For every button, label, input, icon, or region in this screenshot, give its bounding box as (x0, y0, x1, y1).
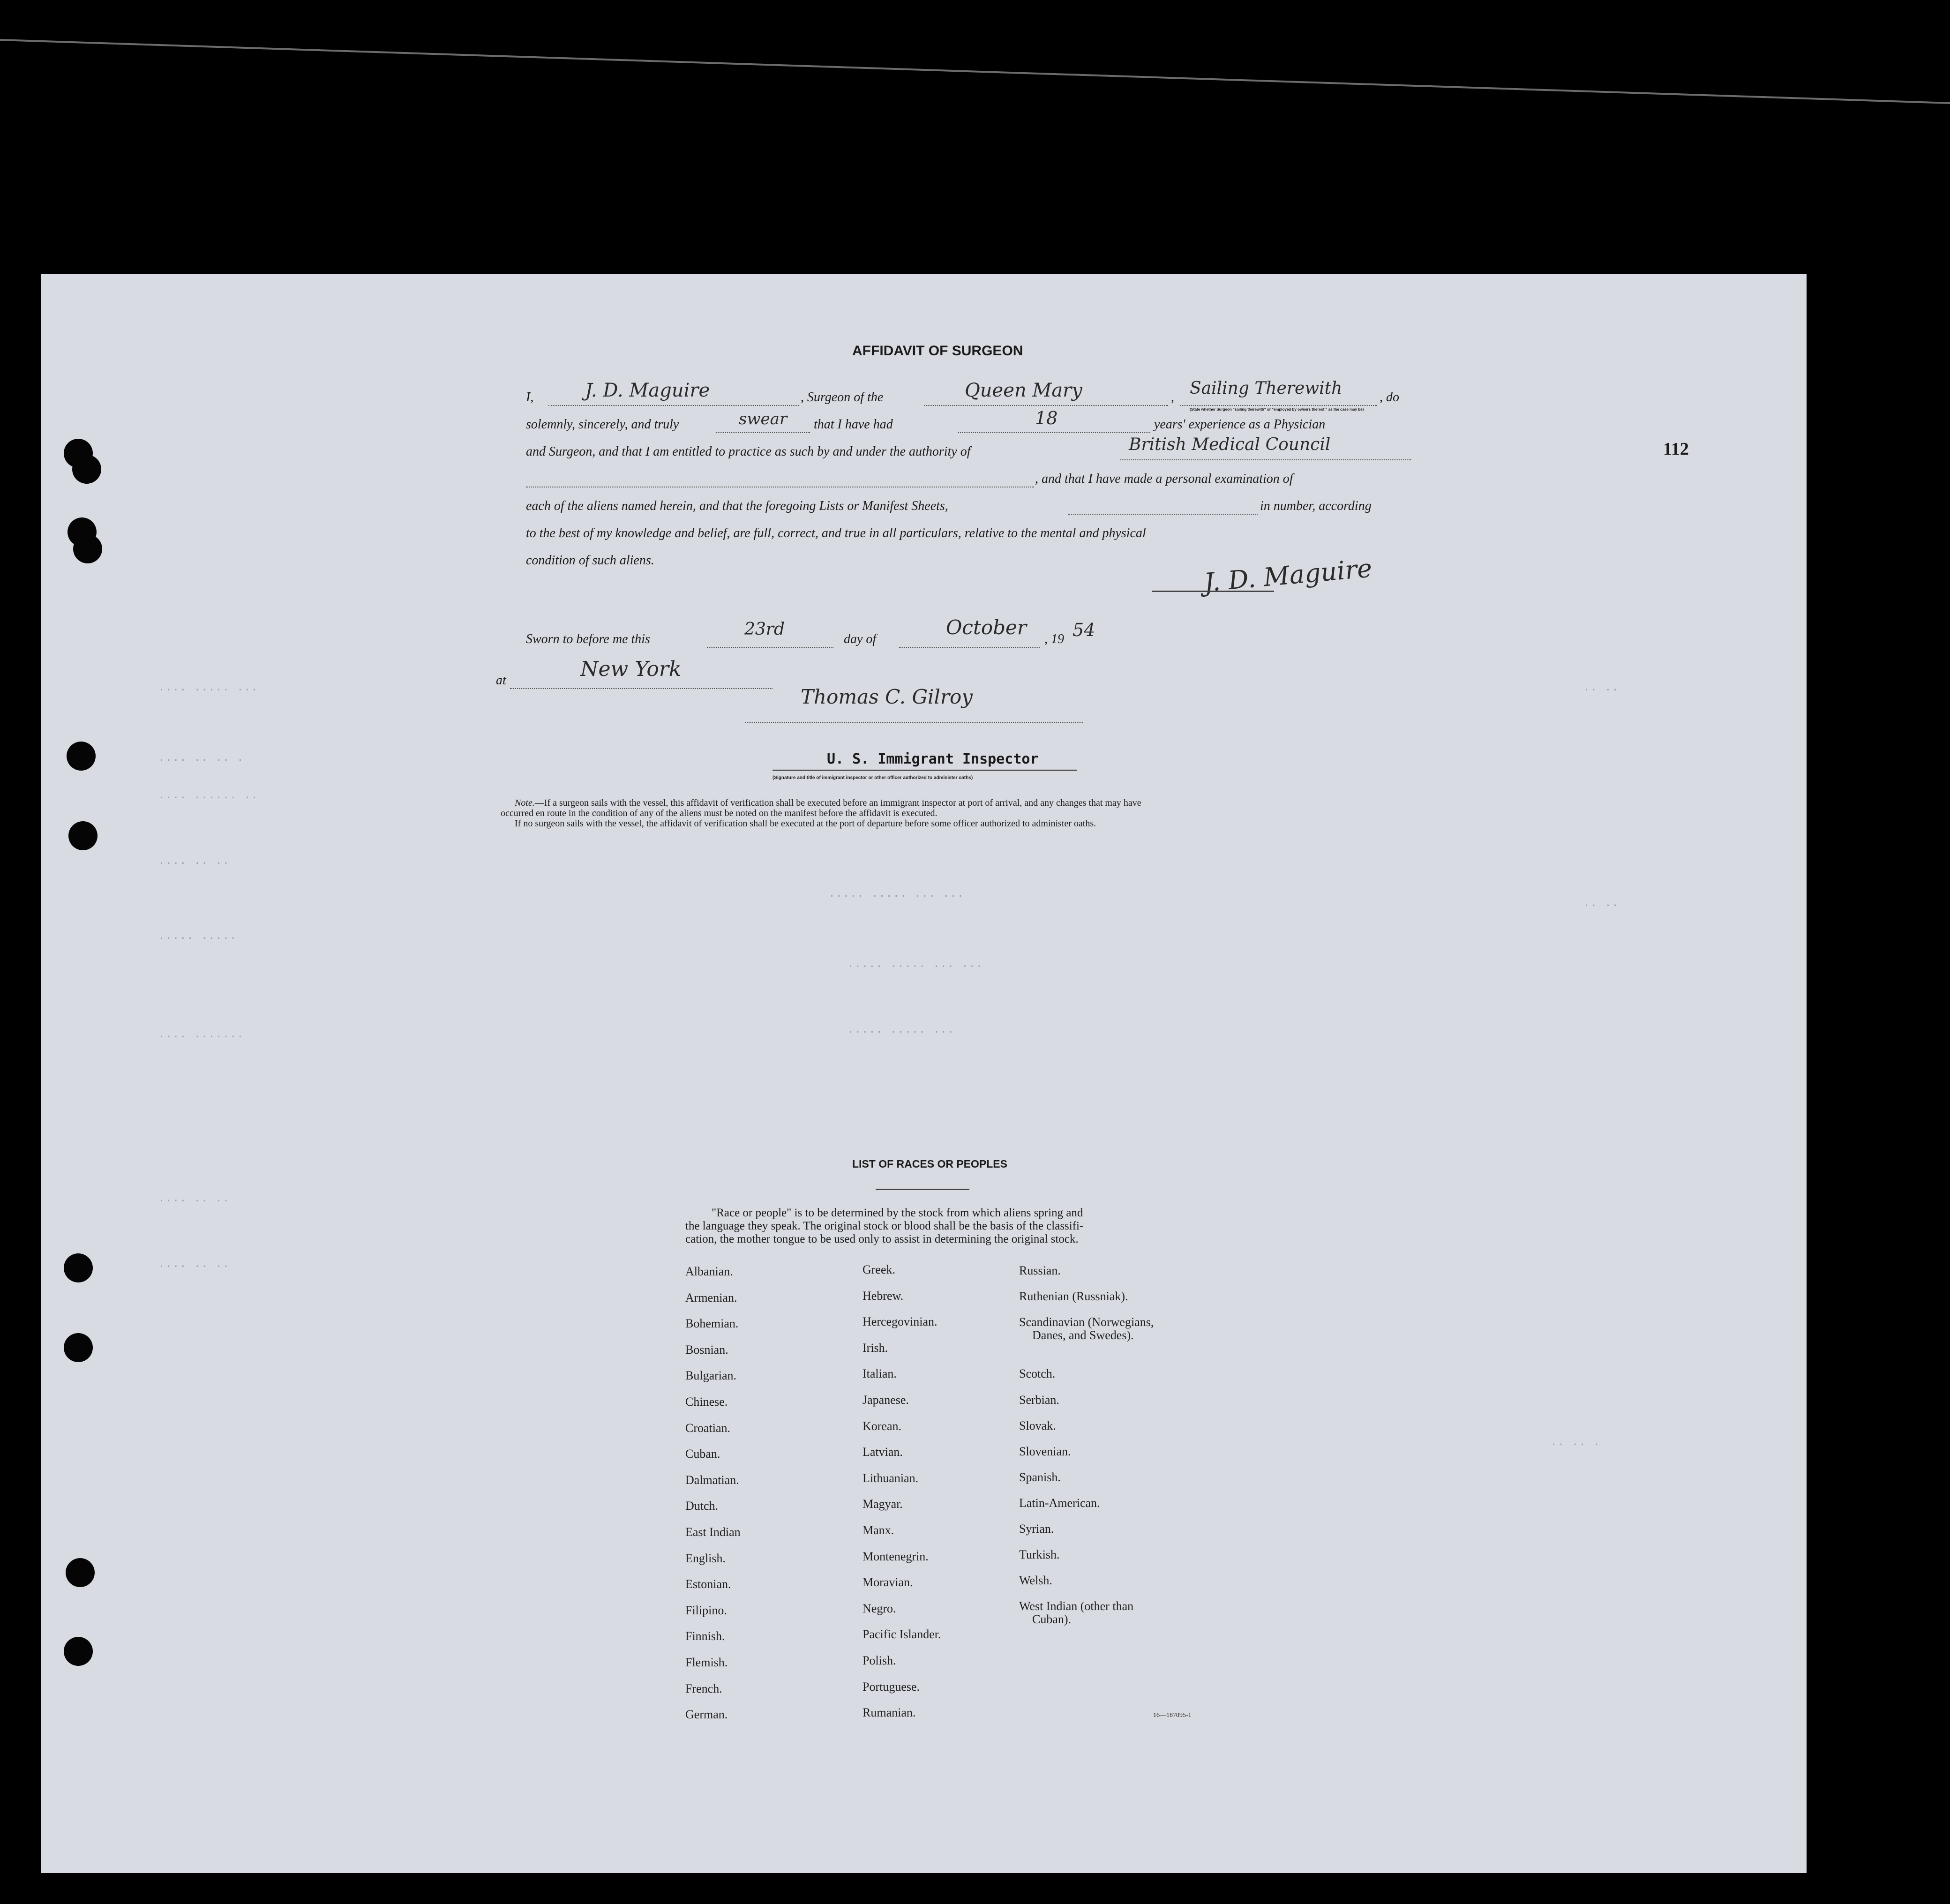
day-line (707, 647, 833, 648)
punch-hole (68, 821, 98, 850)
bleed-through-text: .... ...... .. (158, 789, 259, 801)
affidavit-text: condition of such aliens. (526, 553, 654, 568)
race-item: Greek. (862, 1263, 896, 1276)
race-item: German. (685, 1708, 728, 1722)
race-item: Scandinavian (Norwegians, (1019, 1315, 1154, 1329)
affidavit-text: Sworn to before me this (526, 632, 650, 646)
vessel-line (924, 405, 1168, 406)
races-intro-line-1: "Race or people" is to be determined by the stock from which aliens spring and (712, 1207, 1083, 1219)
race-item: Bosnian. (685, 1342, 728, 1357)
page-number: 112 (1663, 439, 1689, 459)
bleed-through-text: ..... ..... ... ... (829, 888, 965, 900)
licensing-authority: British Medical Council (1129, 435, 1331, 454)
race-item: Cuban. (685, 1447, 720, 1461)
affidavit-text: , do (1380, 390, 1399, 405)
race-item: Cuban). (1032, 1612, 1072, 1626)
race-item: Welsh. (1019, 1574, 1052, 1587)
affidavit-text: , Surgeon of the (801, 390, 884, 405)
manifest-page (41, 274, 1807, 1873)
race-item: Danes, and Swedes). (1032, 1328, 1134, 1342)
bleed-through-text: .... .. .. . (158, 752, 244, 764)
bleed-through-text: ..... ..... ... (848, 1024, 955, 1035)
race-item: Flemish. (685, 1656, 728, 1669)
inspector-caption: (Signature and title of immigrant inspector or other officer authorized to administer oaths) (772, 775, 973, 780)
sheet-count-line (1068, 514, 1258, 515)
race-item: Dutch. (685, 1499, 719, 1513)
race-item: French. (685, 1681, 722, 1695)
bleed-through-text: .... ....... (158, 1028, 244, 1040)
place-line (510, 688, 772, 689)
race-item: Magyar. (862, 1497, 903, 1511)
inspector-signature: Thomas C. Gilroy (801, 685, 973, 708)
surgeon-name-line (548, 405, 799, 406)
race-item: Croatian. (685, 1421, 731, 1435)
punch-hole (64, 1253, 93, 1282)
race-item: Japanese. (862, 1393, 909, 1407)
inspector-signature-line (745, 722, 1083, 723)
affidavit-text: , 19 (1044, 632, 1064, 646)
race-item: Korean. (862, 1419, 902, 1433)
vessel-name: Queen Mary (965, 380, 1082, 401)
race-item: Dalmatian. (685, 1473, 739, 1487)
race-item: Bulgarian. (685, 1369, 737, 1383)
race-item: Turkish. (1019, 1548, 1060, 1561)
signature-line (1152, 591, 1274, 592)
punch-hole (66, 1558, 95, 1587)
race-item: Lithuanian. (862, 1471, 919, 1485)
surgeon-name: J. D. Maguire (585, 380, 710, 401)
status-line (1180, 405, 1377, 406)
sworn-year: 54 (1072, 620, 1095, 640)
years-of-experience: 18 (1035, 408, 1058, 428)
sworn-day: 23rd (744, 620, 785, 639)
race-item: Negro. (862, 1601, 896, 1615)
race-item: Russian. (1019, 1264, 1061, 1277)
affidavit-text: at (496, 673, 506, 688)
race-item: Spanish. (1019, 1470, 1061, 1484)
race-item: Irish. (862, 1341, 888, 1355)
punch-hole (73, 534, 102, 563)
note-line-3: If no surgeon sails with the vessel, the affidavit of verification shall be executed at the port of departure before some officer authorized to administer oaths. (515, 818, 1096, 829)
affidavit-text: day of (844, 632, 877, 646)
affidavit-text: I, (526, 390, 534, 405)
month-line (899, 647, 1040, 648)
sworn-month: October (946, 616, 1027, 639)
note-line-2: occurred en route in the condition of any of the aliens must be noted on the manifest before the affidavit is executed. (501, 808, 938, 818)
years-line (958, 432, 1150, 433)
races-title-rule (876, 1189, 969, 1190)
surgeon-status: Sailing Therewith (1190, 379, 1342, 398)
oath-word: swear (739, 410, 788, 428)
bleed-through-text: .... .. .. (158, 855, 230, 867)
race-item: Latvian. (862, 1445, 903, 1459)
inspector-title: U. S. Immigrant Inspector (827, 751, 1039, 767)
race-item: Portuguese. (862, 1679, 920, 1694)
note-line-1: —If a surgeon sails with the vessel, this affidavit of verification shall be executed before an immigrant inspector at port of arrival, and any changes that may have (534, 798, 1141, 808)
affidavit-text: , and that I have made a personal examination of (1035, 472, 1293, 486)
race-item: Syrian. (1019, 1522, 1054, 1536)
race-item: Hercegovinian. (862, 1315, 938, 1329)
races-intro-line-3: cation, the mother tongue to be used only to assist in determining the original stock. (685, 1233, 1079, 1245)
affidavit-text: in number, according (1260, 499, 1372, 513)
affidavit-title: AFFIDAVIT OF SURGEON (852, 343, 1023, 359)
affidavit-text: to the best of my knowledge and belief, are full, correct, and true in all particulars, relative to the mental and physical (526, 526, 1146, 540)
race-item: Filipino. (685, 1603, 727, 1617)
instruction-note (515, 798, 1141, 809)
race-item: Slovak. (1019, 1419, 1056, 1432)
bleed-through-text: ..... ..... (158, 930, 237, 942)
punch-hole (67, 742, 96, 771)
scan-edge-line (0, 0, 1950, 141)
sworn-place: New York (580, 657, 682, 681)
bleed-through-text: .... .. .. (158, 1192, 230, 1204)
race-item: Armenian. (685, 1290, 737, 1304)
race-item: Rumanian. (862, 1706, 916, 1720)
inspector-title-line (772, 770, 1077, 771)
note-label: Note. (515, 798, 535, 808)
punch-hole (72, 455, 101, 484)
race-item: Moravian. (862, 1575, 913, 1589)
race-item: English. (685, 1551, 726, 1565)
bleed-through-text: .. .. . (1551, 1436, 1601, 1448)
punch-hole (64, 1637, 93, 1666)
affidavit-text: , (1171, 390, 1174, 405)
form-number: 16—187095-1 (1153, 1712, 1192, 1719)
punch-hole (64, 1333, 93, 1362)
status-note: (State whether Surgeon "sailing therewith" or "employed by owners thereof," as the case may be) (1190, 407, 1364, 412)
authority-line (1120, 459, 1411, 460)
bleed-through-text: .. .. (1583, 682, 1620, 693)
bleed-through-text: .. .. (1583, 897, 1620, 909)
oath-line (716, 432, 810, 433)
races-intro-line-2: the language they speak. The original stock or blood shall be the basis of the classifi- (685, 1220, 1084, 1232)
bleed-through-text: ..... ..... ... ... (848, 958, 983, 970)
race-item: Chinese. (685, 1395, 728, 1409)
race-item: West Indian (other than (1019, 1599, 1134, 1613)
race-item: Montenegrin. (862, 1549, 929, 1563)
race-item: Scotch. (1019, 1367, 1056, 1380)
race-item: Serbian. (1019, 1393, 1059, 1407)
affidavit-text: that I have had (814, 417, 893, 432)
race-item: Polish. (862, 1654, 896, 1667)
races-title: LIST OF RACES OR PEOPLES (852, 1158, 1007, 1170)
surgeon-signature: J. D. Maguire (1202, 553, 1373, 598)
race-item: Bohemian. (685, 1317, 739, 1331)
race-item: Italian. (862, 1367, 897, 1381)
race-item: East Indian (685, 1525, 741, 1539)
race-item: Estonian. (685, 1577, 731, 1591)
race-item: Albanian. (685, 1265, 733, 1278)
race-item: Finnish. (685, 1629, 725, 1643)
bleed-through-text: .... ..... ... (158, 682, 259, 693)
race-item: Manx. (862, 1523, 894, 1537)
affidavit-text: each of the aliens named herein, and that the foregoing Lists or Manifest Sheets, (526, 499, 948, 513)
race-item: Latin-American. (1019, 1496, 1100, 1510)
affidavit-text: solemnly, sincerely, and truly (526, 417, 679, 432)
affidavit-text: years' experience as a Physician (1154, 417, 1326, 432)
affidavit-text: and Surgeon, and that I am entitled to practice as such by and under the authority of (526, 444, 971, 459)
race-item: Hebrew. (862, 1289, 904, 1303)
race-item: Ruthenian (Russniak). (1019, 1289, 1128, 1303)
race-item: Slovenian. (1019, 1445, 1071, 1458)
bleed-through-text: .... .. .. (158, 1258, 230, 1270)
race-item: Pacific Islander. (862, 1627, 941, 1642)
